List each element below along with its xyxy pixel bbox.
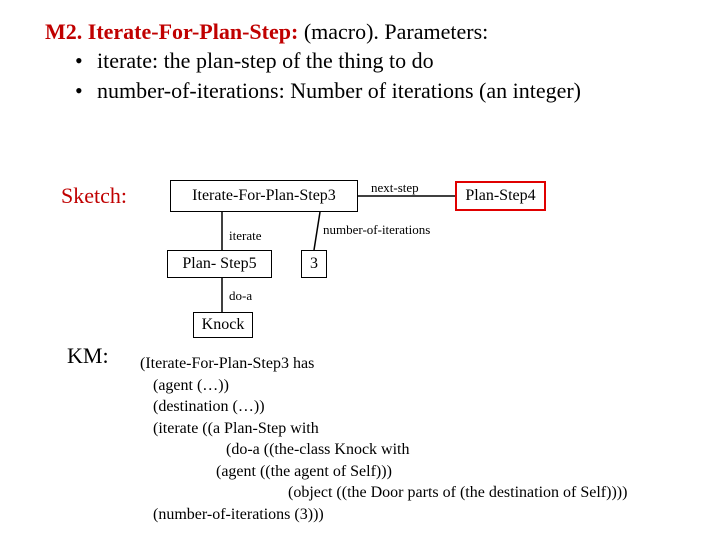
km-line: (agent ((the agent of Self))) xyxy=(216,463,392,480)
edge-label-do-a: do-a xyxy=(229,288,253,303)
km-line: (number-of-iterations (3))) xyxy=(153,506,324,523)
km-line: (destination (…)) xyxy=(153,398,265,415)
sketch-label: Sketch: xyxy=(61,183,127,208)
bullet-dot: • xyxy=(75,48,83,73)
title-rest: (macro). Parameters: xyxy=(298,19,489,44)
node-iterate-for-plan-step3: Iterate-For-Plan-Step3 xyxy=(170,180,358,212)
node-plan-step4: Plan-Step4 xyxy=(455,181,546,211)
node-plan-step5: Plan- Step5 xyxy=(167,250,272,278)
km-line: (iterate ((a Plan-Step with xyxy=(153,420,319,437)
node-three: 3 xyxy=(301,250,327,278)
km-line: (Iterate-For-Plan-Step3 has xyxy=(140,355,315,372)
km-line: (do-a ((the-class Knock with xyxy=(226,441,410,458)
bullet-dot: • xyxy=(75,78,83,103)
edge-number-of-iterations-line xyxy=(314,212,320,250)
bullet-text: iterate: the plan-step of the thing to do xyxy=(97,48,434,73)
edge-label-iterate: iterate xyxy=(229,228,262,243)
edge-label-next-step: next-step xyxy=(371,180,419,195)
km-label: KM: xyxy=(67,343,109,368)
km-line: (object ((the Door parts of (the destination of Self)))) xyxy=(288,484,628,501)
title-red-part: M2. Iterate-For-Plan-Step: xyxy=(45,19,299,44)
bullet-text: number-of-iterations: Number of iterations (an integer) xyxy=(97,78,581,103)
km-line: (agent (…)) xyxy=(153,377,229,394)
edge-label-number-of-iterations: number-of-iterations xyxy=(323,222,431,237)
node-knock: Knock xyxy=(193,312,253,338)
